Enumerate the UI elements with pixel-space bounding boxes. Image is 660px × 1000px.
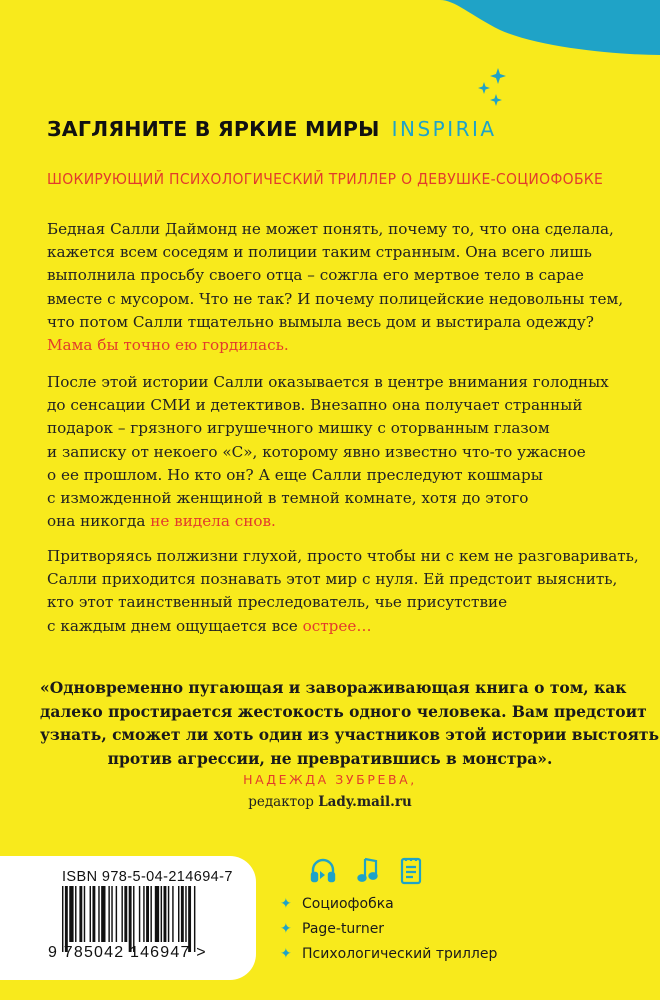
text-line: Притворяясь полжизни глухой, просто чтобы ни с кем не разговаривать,: [47, 547, 639, 565]
text-line: вместе с мусором. Что не так? И почему полицейские недовольны тем,: [47, 289, 624, 308]
text-line-last: [47, 510, 567, 533]
quote-line: узнать, сможет ли хоть один из участников этой истории выстоять: [40, 725, 660, 744]
text-line: Салли приходится познавать этот мир с нуля. Ей предстоит выяснить,: [47, 570, 618, 589]
barcode-bar: [143, 886, 144, 942]
barcode-bar: [65, 886, 68, 952]
barcode-bar: [90, 886, 91, 942]
barcode-bar: [181, 886, 184, 942]
star-bullet-icon: ✦: [280, 946, 292, 962]
text-line: подарок – грязного игрушечного мишку с оторванным глазом: [47, 419, 550, 438]
barcode-bar: [129, 886, 132, 952]
barcode-bar: [178, 886, 179, 942]
text-line: выполнила просьбу своего отца – сожгла его мертвое тело в сарае: [47, 266, 584, 285]
barcode-bar: [75, 886, 76, 942]
barcode-bar: [164, 886, 167, 942]
barcode-bar: [79, 886, 82, 942]
quote-editor-credit: [0, 794, 660, 810]
review-quote: [40, 676, 660, 770]
barcode-bar: [62, 886, 63, 952]
star-bullet-icon: ✦: [280, 896, 292, 912]
quote-line: против агрессии, не превратившись в монстра».: [107, 748, 553, 768]
quote-line: «Одновременно пугающая и завораживающая книга о том, как: [40, 678, 627, 697]
barcode-bar: [121, 886, 122, 942]
header-title: ЗАГЛЯНИТЕ В ЯРКИЕ МИРЫ: [47, 117, 380, 141]
barcode-image: [62, 886, 240, 952]
brand-logo: INSPIRIA: [391, 117, 497, 141]
top-scallop-decoration: [0, 0, 660, 60]
text-line: кто этот таинственный преследователь, чье присутствие: [47, 593, 508, 612]
barcode-bar: [124, 886, 127, 942]
accent-text: острее…: [302, 616, 372, 635]
barcode-bar: [111, 886, 112, 942]
tag-item: [280, 896, 394, 912]
editor-role: редактор: [248, 794, 314, 810]
barcode-bar: [168, 886, 169, 942]
barcode-bar: [194, 886, 195, 952]
barcode-bar: [161, 886, 162, 942]
isbn-number: ISBN 978-5-04-214694-7: [62, 869, 233, 885]
paragraph-2: [47, 371, 609, 533]
barcode-bar: [150, 886, 151, 942]
barcode-bar: [172, 886, 173, 942]
paragraph-1: [47, 218, 624, 357]
text-line: и записку от некоего «С», которому явно известно что-то ужасное: [47, 442, 586, 461]
barcode-bar: [139, 886, 140, 942]
text-fragment: с каждым днем ощущается все: [47, 616, 298, 635]
barcode-bar: [98, 886, 99, 942]
text-fragment: она никогда: [47, 512, 146, 531]
barcode-bar: [188, 886, 191, 952]
text-line: кажется всем соседям и полиции таким странным. Она всего лишь: [47, 243, 592, 262]
text-line: о ее прошлом. Но кто он? А еще Салли преследуют кошмары: [47, 465, 543, 484]
barcode-bar: [101, 886, 105, 942]
format-icons: [310, 855, 430, 887]
music-note-icon: [358, 859, 376, 881]
text-line: Бедная Салли Даймонд не может понять, почему то, что она сделала,: [47, 220, 614, 238]
sparkle-stars-icon: [474, 68, 508, 108]
checklist-icon: [402, 858, 420, 883]
text-line-last: [47, 615, 567, 638]
barcode-bar: [133, 886, 134, 952]
barcode-bar: [155, 886, 159, 942]
accent-line: Мама бы точно ею гордилась.: [47, 336, 289, 355]
tag-item: [280, 946, 497, 962]
text-line: После этой истории Салли оказывается в центре внимания голодных: [47, 373, 609, 391]
paragraph-3: [47, 545, 639, 638]
subtitle: ШОКИРУЮЩИЙ ПСИХОЛОГИЧЕСКИЙ ТРИЛЛЕР О ДЕВУШКЕ-СОЦИОФОБКЕ: [47, 170, 604, 188]
barcode-bar: [69, 886, 73, 942]
text-line: до сенсации СМИ и детективов. Внезапно она получает странный: [47, 396, 583, 415]
barcode-bar: [146, 886, 149, 942]
headphones-icon: [312, 860, 334, 881]
barcode-bar: [92, 886, 95, 942]
barcode-bar: [185, 886, 186, 942]
quote-line: далеко простирается жестокость одного человека. Вам предстоит: [40, 701, 647, 721]
tag-label: Page-turner: [302, 921, 385, 937]
text-line: что потом Салли тщательно вымыла весь дом и выстирала одежду?: [47, 312, 594, 331]
editor-site: Lady.mail.ru: [318, 794, 412, 810]
ean-digits: 9 785042 146947 >: [48, 944, 207, 961]
barcode-bar: [116, 886, 117, 942]
tag-label: Психологический триллер: [302, 946, 498, 962]
header: [47, 117, 497, 141]
tag-item: [280, 921, 384, 937]
barcode-bar: [108, 886, 109, 942]
text-line: с изможденной женщиной в темной комнате, хотя до этого: [47, 489, 529, 508]
tag-label: Социофобка: [302, 896, 394, 912]
accent-text: не видела снов.: [150, 512, 276, 531]
quote-author: НАДЕЖДА ЗУБРЕВА,: [243, 772, 417, 787]
barcode-bar: [84, 886, 85, 942]
star-bullet-icon: ✦: [280, 921, 292, 937]
